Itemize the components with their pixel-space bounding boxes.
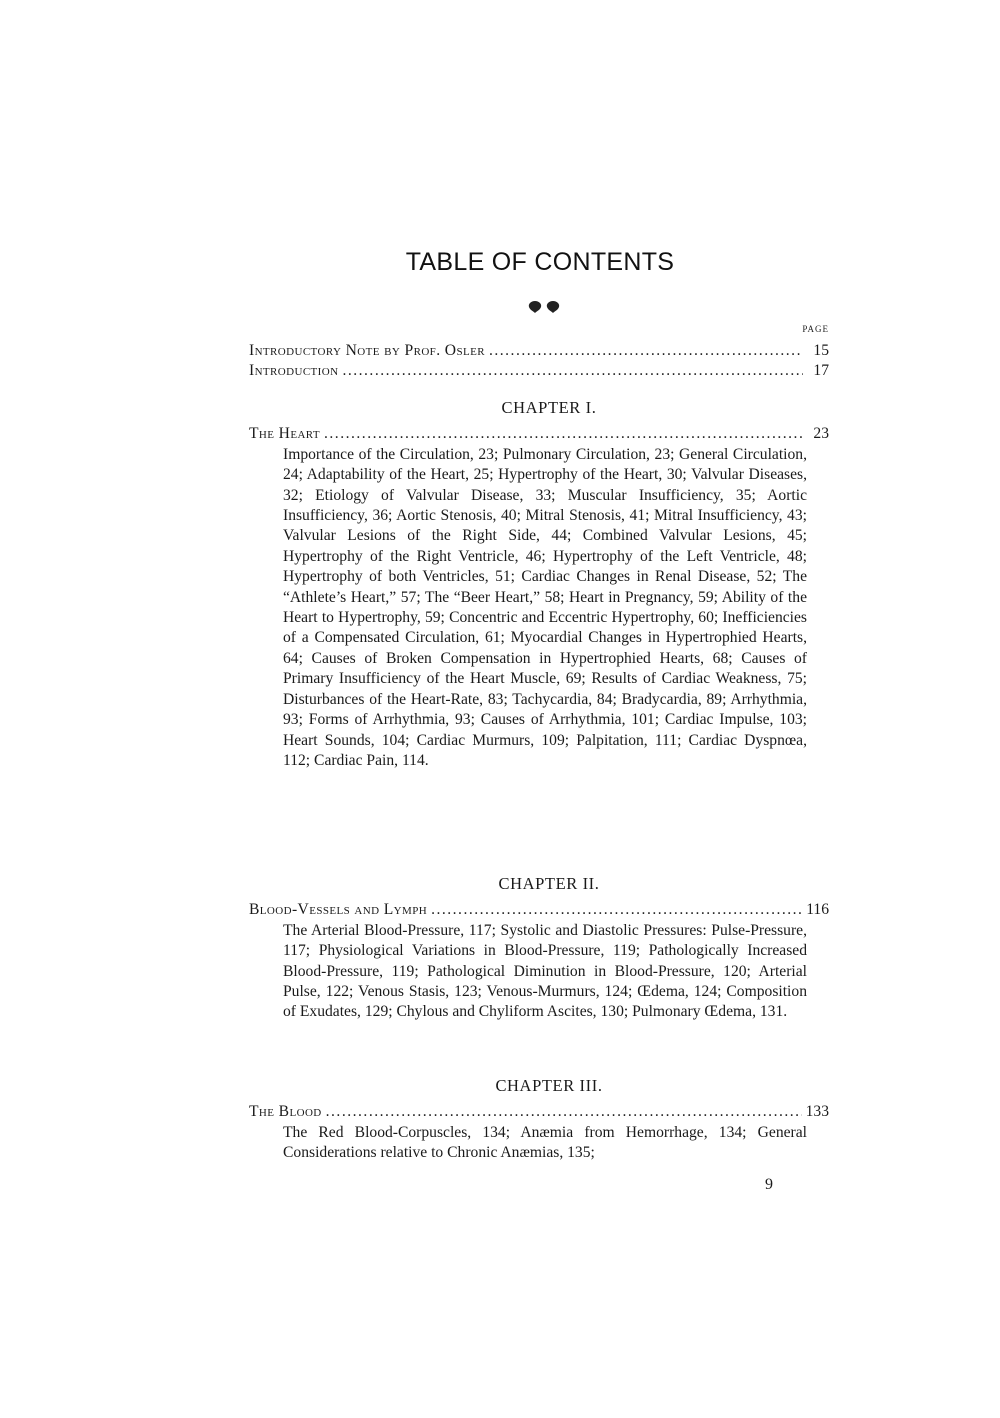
toc-entry[interactable] [249, 900, 829, 920]
chapter-summary: The Red Blood-Corpuscles, 134; Anæmia from Hemorrhage, 134; General Considerations relative to Chronic Anæmias, 135; [283, 1123, 807, 1162]
dot-leader [489, 341, 803, 361]
chapter-heading: CHAPTER I. [501, 398, 597, 417]
chapter-heading: CHAPTER II. [498, 874, 600, 893]
toc-entry-page: 17 [813, 362, 829, 380]
dot-leader [431, 900, 802, 920]
toc-entry-title: Introductory Note by Prof. Osler [249, 342, 485, 359]
page-title: TABLE OF CONTENTS [405, 248, 675, 276]
page-number: 9 [765, 1176, 773, 1193]
toc-entry-title: Introduction [249, 362, 339, 380]
toc-entry-page: 133 [805, 1103, 829, 1121]
toc-entry-page: 15 [813, 342, 829, 359]
toc-entry-page: 116 [806, 901, 829, 919]
page-column-label: PAGE [802, 324, 829, 334]
toc-entry-page: 23 [813, 425, 829, 443]
toc-entry-title: Blood-Vessels and Lymph [249, 901, 428, 919]
chapter-summary: The Arterial Blood-Pressure, 117; Systolic and Diastolic Pressures: Pulse-Pressure, 117; Physiological Variations in Blood-Pressure, 119; Pathologically Increased Blood-Pressure, 119; Pathological Diminution in Blood-Pressure, 120; Arterial Pulse, 122; Venous Stasis, 123; Venous-Murmurs, 124; Œdema, 124; Composition of Exudates, 129; Chylous and Chyliform Ascites, 130; Pulmonary Œdema, 131. [283, 921, 807, 1021]
toc-entry[interactable] [249, 361, 829, 381]
chapter-heading: CHAPTER III. [495, 1076, 603, 1095]
toc-front-matter [249, 341, 829, 382]
toc-chapter-1 [249, 384, 829, 771]
dot-leader [324, 424, 803, 444]
chapter-summary: Importance of the Circulation, 23; Pulmonary Circulation, 23; General Circulation, 24; Adaptability of the Heart, 25; Hypertrophy of the Heart, 30; Valvular Diseases, 32; Etiology of Valvular Disease, 33; Muscular Insufficiency, 35; Aortic Insufficiency, 36; Aortic Stenosis, 40; Mitral Stenosis, 41; Mitral Insufficiency, 43; Valvular Lesions of the Right Side, 44; Combined Valvular Lesions, 45; Hypertrophy of the Right Ventricle, 46; Hypertrophy of the Left Ventricle, 48; Hypertrophy of both Ventricles, 51; Cardiac Changes in Renal Disease, 52; The “Athlete’s Heart,” 57; The “Beer Heart,” 58; Heart in Pregnancy, 59; Ability of the Heart to Hypertrophy, 59; Concentric and Eccentric Hypertrophy, 60; Inefficiencies of a Compensated Circulation, 61; Myocardial Changes in Hypertrophied Hearts, 64; Causes of Broken Compensation in Hypertrophied Hearts, 68; Causes of Primary Insufficiency of the Heart Muscle, 69; Results of Cardiac Weakness, 75; Disturbances of the Heart-Rate, 83; Tachycardia, 84; Bradycardia, 89; Arrhythmia, 93; Forms of Arrhythmia, 93; Causes of Arrhythmia, 101; Cardiac Impulse, 103; Heart Sounds, 104; Cardiac Murmurs, 109; Palpitation, 111; Cardiac Dyspnœa, 112; Cardiac Pain, 114. [283, 445, 807, 769]
toc-chapter-3 [249, 1062, 829, 1164]
toc-entry-title: The Heart [249, 425, 321, 443]
toc-entry-title: The Blood [249, 1103, 322, 1121]
toc-entry[interactable] [249, 424, 829, 444]
fleuron-pair-icon [527, 300, 561, 314]
toc-chapter-2 [249, 860, 829, 1023]
dot-leader [326, 1102, 802, 1122]
dot-leader [342, 361, 803, 381]
toc-entry[interactable] [249, 1102, 829, 1122]
toc-entry[interactable] [249, 341, 829, 361]
